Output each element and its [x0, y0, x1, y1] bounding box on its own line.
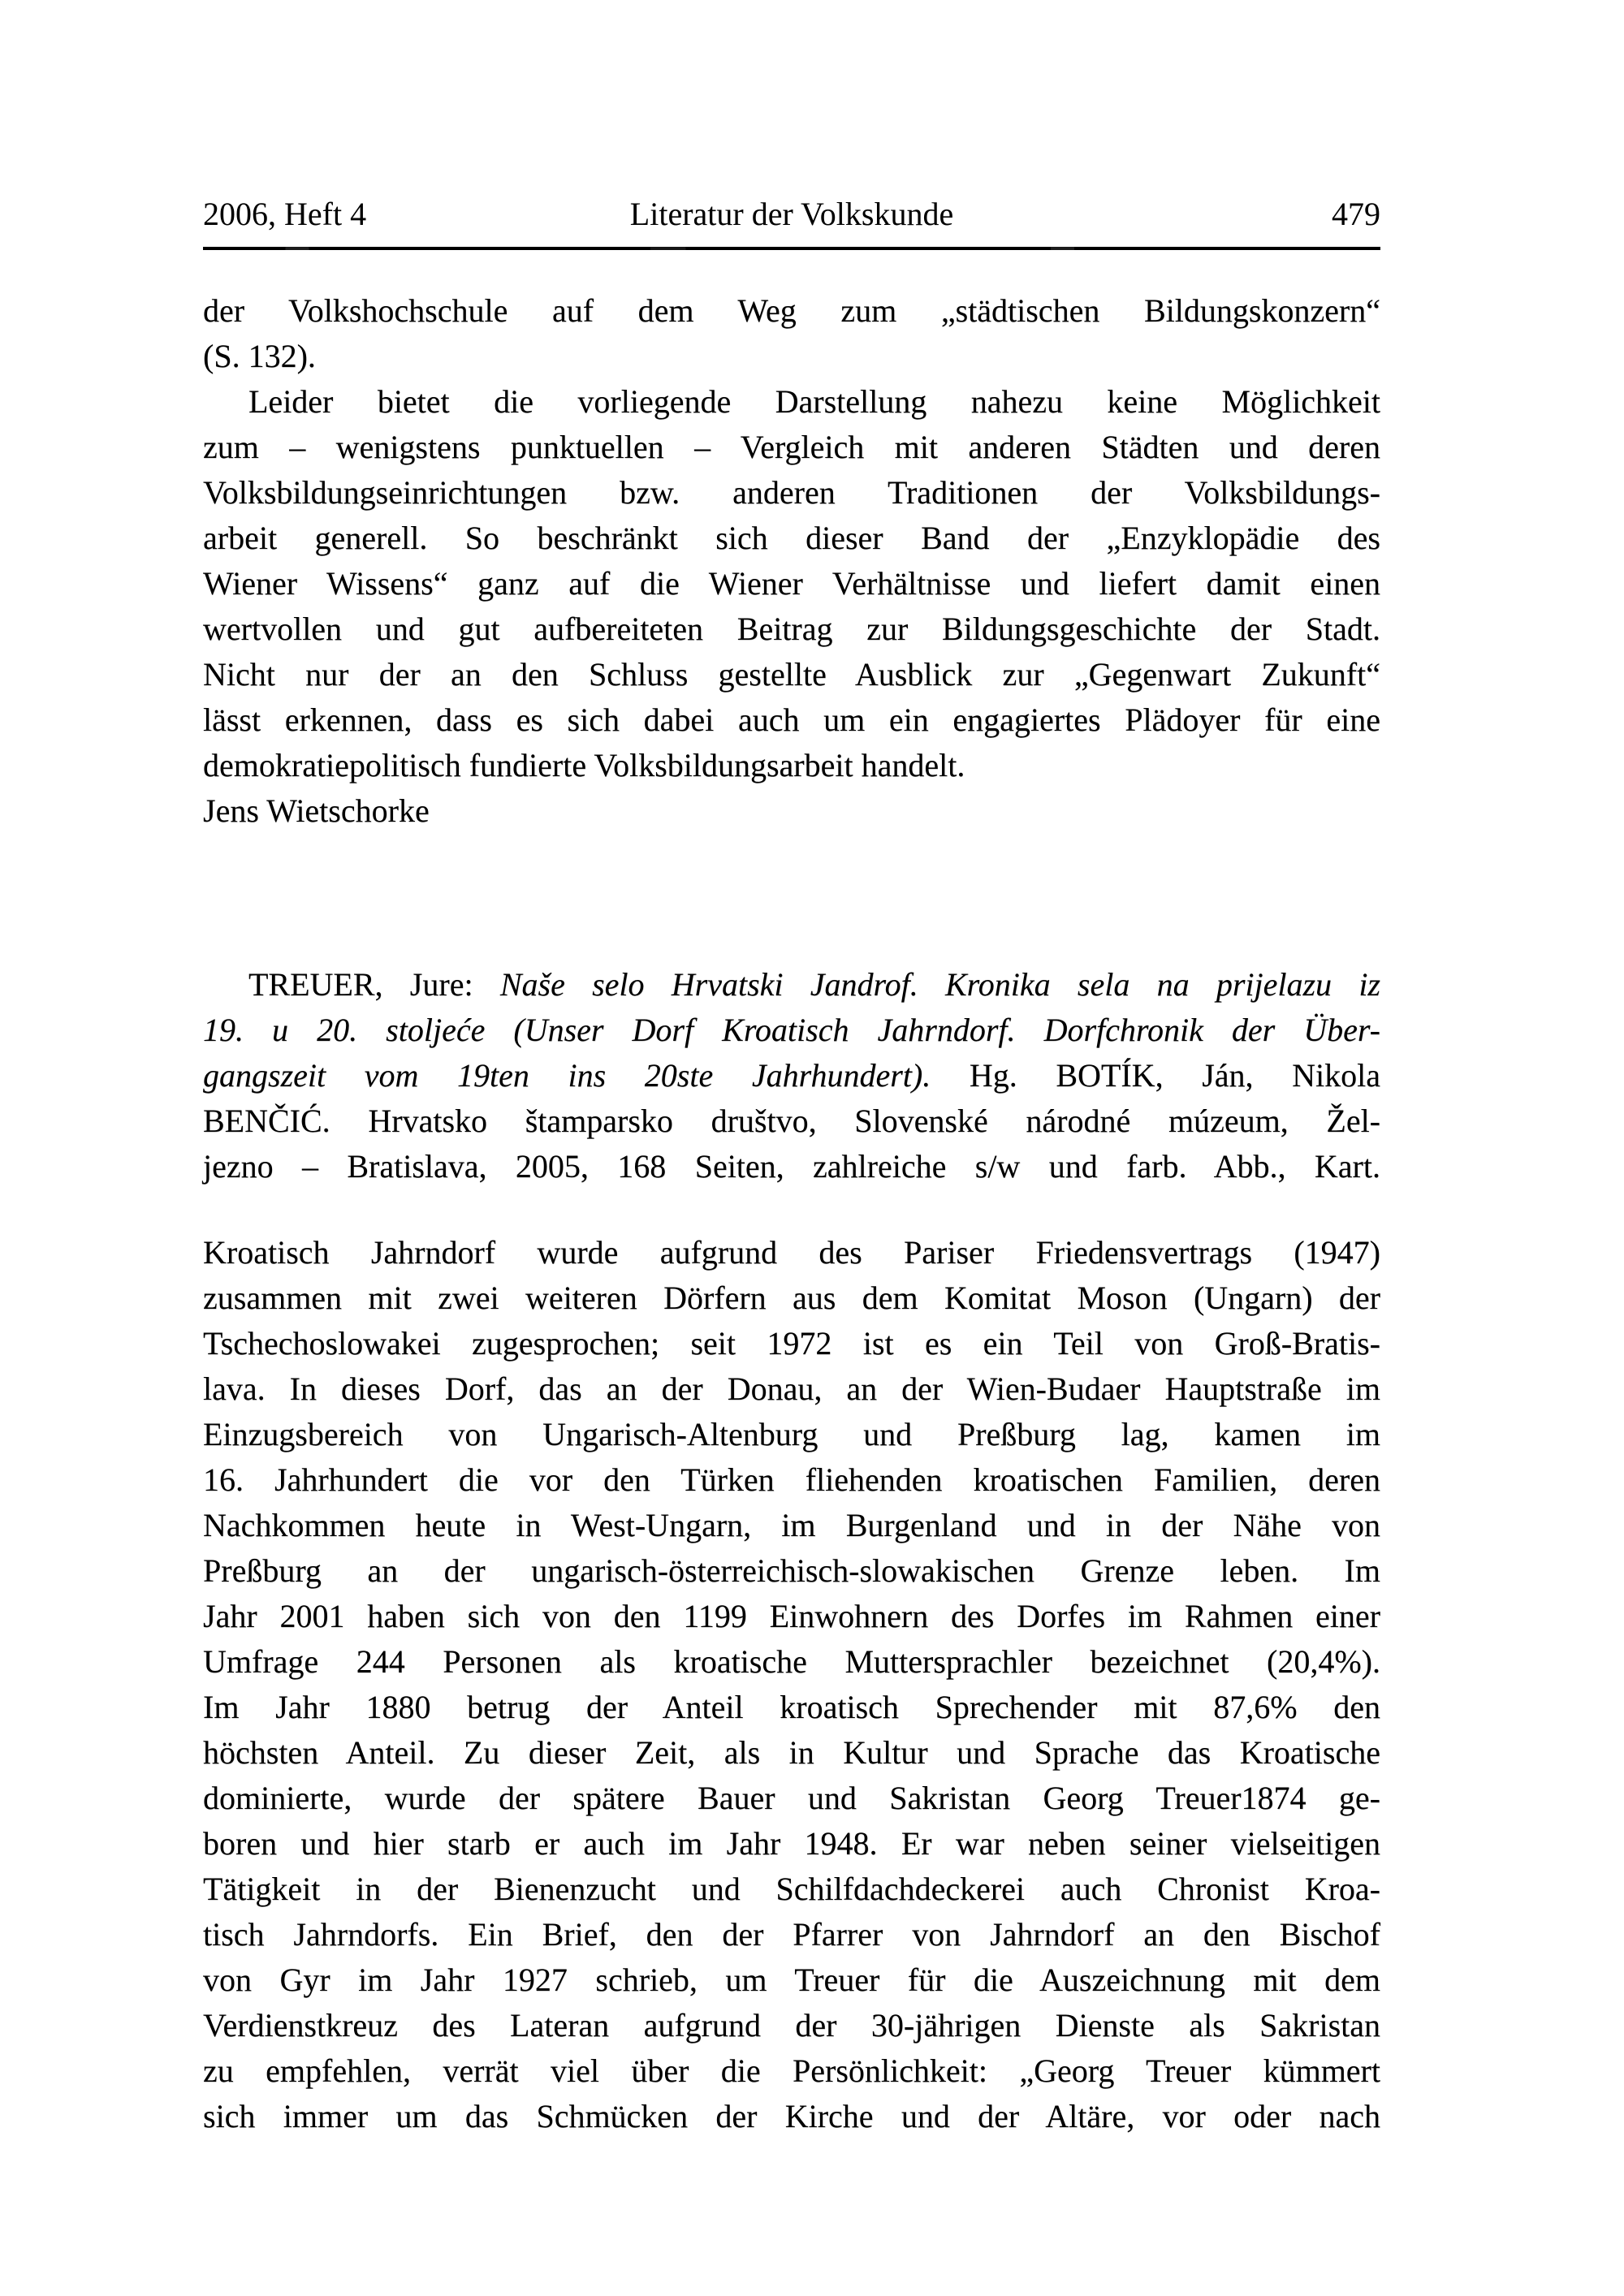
text-line: TREUER, Jure: Naše selo Hrvatski Jandrof. Kronika sela na prijelazu iz [248, 966, 1380, 1003]
book-citation [203, 962, 1380, 1189]
text-line: Volksbildungseinrichtungen bzw. anderen Traditionen der Volksbildungs- [203, 474, 1380, 511]
text-line: Einzugsbereich von Ungarisch-Altenburg und Preßburg lag, kamen im [203, 1416, 1380, 1452]
text-line: boren und hier starb er auch im Jahr 1948. Er war neben seiner vielseitigen [203, 1825, 1380, 1862]
text-line: Preßburg an der ungarisch-österreichisch-slowakischen Grenze leben. Im [203, 1552, 1380, 1589]
text-line: Im Jahr 1880 betrug der Anteil kroatisch Sprechender mit 87,6% den [203, 1689, 1380, 1725]
text-line: 19. u 20. stoljeće (Unser Dorf Kroatisch Jahrndorf. Dorfchronik der Über- [203, 1012, 1380, 1048]
header-rule [203, 247, 1380, 250]
text-line: demokratiepolitisch fundierte Volksbildungsarbeit handelt. [203, 747, 965, 783]
text-line: höchsten Anteil. Zu dieser Zeit, als in Kultur und Sprache das Kroatische [203, 1734, 1380, 1771]
text-line: zu empfehlen, verrät viel über die Persönlichkeit: „Georg Treuer kümmert [203, 2052, 1380, 2089]
text-line: BENČIĆ. Hrvatsko štamparsko društvo, Slovenské národné múzeum, Žel- [203, 1103, 1380, 1139]
text-line: jezno – Bratislava, 2005, 168 Seiten, zahlreiche s/w und farb. Abb., Kart. [203, 1148, 1380, 1185]
text-line: sich immer um das Schmücken der Kirche und der Altäre, vor oder nach [203, 2098, 1380, 2134]
text-line: lava. In dieses Dorf, das an der Donau, an der Wien-Budaer Hauptstraße im [203, 1370, 1380, 1407]
text-line: Jahr 2001 haben sich von den 1199 Einwohnern des Dorfes im Rahmen einer [203, 1598, 1380, 1634]
reviewer-signature [203, 788, 1380, 834]
header-issue: 2006, Heft 4 [203, 196, 367, 232]
text-line: Tätigkeit in der Bienenzucht und Schilfdachdeckerei auch Chronist Kroa- [203, 1871, 1380, 1907]
page-body [203, 288, 1380, 2139]
text-line: lässt erkennen, dass es sich dabei auch um ein engagiertes Plädoyer für eine [203, 701, 1380, 738]
paragraph-review-main [203, 379, 1380, 788]
text-line: von Gyr im Jahr 1927 schrieb, um Treuer für die Auszeichnung mit dem [203, 1962, 1380, 1998]
header-journal-title: Literatur der Volkskunde [629, 196, 954, 232]
text-line: 16. Jahrhundert die vor den Türken fliehenden kroatischen Familien, deren [203, 1461, 1380, 1498]
text-line: zusammen mit zwei weiteren Dörfern aus dem Komitat Moson (Ungarn) der [203, 1280, 1380, 1316]
header-page-number: 479 [1332, 196, 1380, 232]
text-line: tisch Jahrndorfs. Ein Brief, den der Pfarrer von Jahrndorf an den Bischof [203, 1916, 1380, 1953]
text-line: der Volkshochschule auf dem Weg zum „städtischen Bildungskonzern“ [203, 292, 1380, 329]
text-line: Umfrage 244 Personen als kroatische Muttersprachler bezeichnet (20,4%). [203, 1643, 1380, 1680]
paragraph-continuation [203, 288, 1380, 379]
text-line: wertvollen und gut aufbereiteten Beitrag zur Bildungsgeschichte der Stadt. [203, 611, 1380, 647]
text-line: Nachkommen heute in West-Ungarn, im Burgenland und in der Nähe von [203, 1507, 1380, 1543]
text-line: Wiener Wissens“ ganz auf die Wiener Verhältnisse und liefert damit einen [203, 565, 1380, 602]
text-line: arbeit generell. So beschränkt sich dieser Band der „Enzyklopädie des [203, 520, 1380, 556]
text-line: Kroatisch Jahrndorf wurde aufgrund des Pariser Friedensvertrags (1947) [203, 1234, 1380, 1271]
text-line: Verdienstkreuz des Lateran aufgrund der 30-jährigen Dienste als Sakristan [203, 2007, 1380, 2044]
text-line: Tschechoslowakei zugesprochen; seit 1972 ist es ein Teil von Groß-Bratis- [203, 1325, 1380, 1362]
page-header [203, 196, 1380, 232]
text-line: (S. 132). [203, 338, 316, 374]
text-line: zum – wenigstens punktuellen – Vergleich mit anderen Städten und deren [203, 429, 1380, 465]
text-line: Leider bietet die vorliegende Darstellung nahezu keine Möglichkeit [248, 383, 1380, 420]
reviewer-signature-text: Jens Wietschorke [203, 792, 430, 829]
paragraph-review-body [203, 1230, 1380, 2139]
text-line: gangszeit vom 19ten ins 20ste Jahrhundert). Hg. BOTÍK, Ján, Nikola [203, 1057, 1380, 1094]
text-line: Nicht nur der an den Schluss gestellte Ausblick zur „Gegenwart Zukunft“ [203, 656, 1380, 693]
text-line: dominierte, wurde der spätere Bauer und Sakristan Georg Treuer1874 ge- [203, 1780, 1380, 1816]
